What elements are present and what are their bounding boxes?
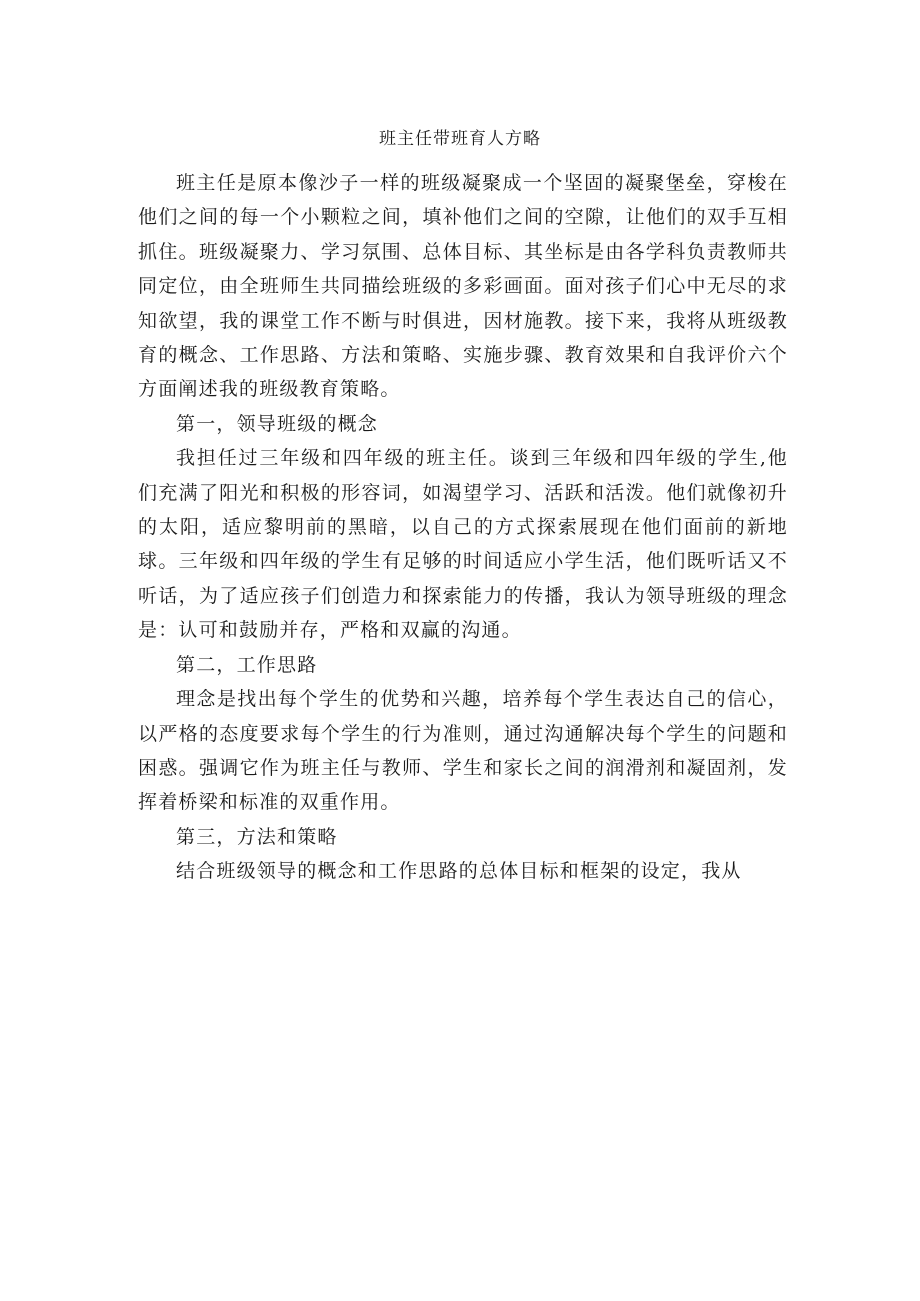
section-heading-2: 第二，工作思路 — [176, 653, 318, 676]
section-2-paragraph: 理念是找出每个学生的优势和兴趣，培养每个学生表达自己的信心，以严格的态度要求每个学生的行为准则，通过沟通解决每个学生的问题和困惑。强调它作为班主任与教师、学生和家长之间的润滑剂和凝固剂，发挥着桥梁和标准的双重作用。 — [138, 688, 788, 814]
section-heading-3: 第三，方法和策略 — [176, 825, 338, 848]
intro-paragraph: 班主任是原本像沙子一样的班级凝聚成一个坚固的凝聚堡垒，穿梭在他们之间的每一个小颗粒之间，填补他们之间的空隙，让他们的双手互相抓住。班级凝聚力、学习氛围、总体目标、其坐标是由各学科负责教师共同定位，由全班师生共同描绘班级的多彩画面。面对孩子们心中无尽的求知欲望，我的课堂工作不断与时俱进，因材施教。接下来，我将从班级教育的概念、工作思路、方法和策略、实施步骤、教育效果和自我评价六个方面阐述我的班级教育策略。 — [138, 172, 788, 401]
section-3-paragraph: 结合班级领导的概念和工作思路的总体目标和框架的设定，我从 — [176, 860, 742, 883]
document-title: 班主任带班育人方略 — [379, 129, 541, 149]
section-1-paragraph: 我担任过三年级和四年级的班主任。谈到三年级和四年级的学生,他们充满了阳光和积极的形容词，如渴望学习、活跃和活泼。他们就像初升的太阳，适应黎明前的黑暗，以自己的方式探索展现在他们面前的新地球。三年级和四年级的学生有足够的时间适应小学生活，他们既听话又不听话，为了适应孩子们创造力和探索能力的传播，我认为领导班级的理念是：认可和鼓励并存，严格和双赢的沟通。 — [138, 447, 788, 642]
document-body — [138, 166, 788, 889]
section-heading-1: 第一，领导班级的概念 — [176, 412, 379, 435]
